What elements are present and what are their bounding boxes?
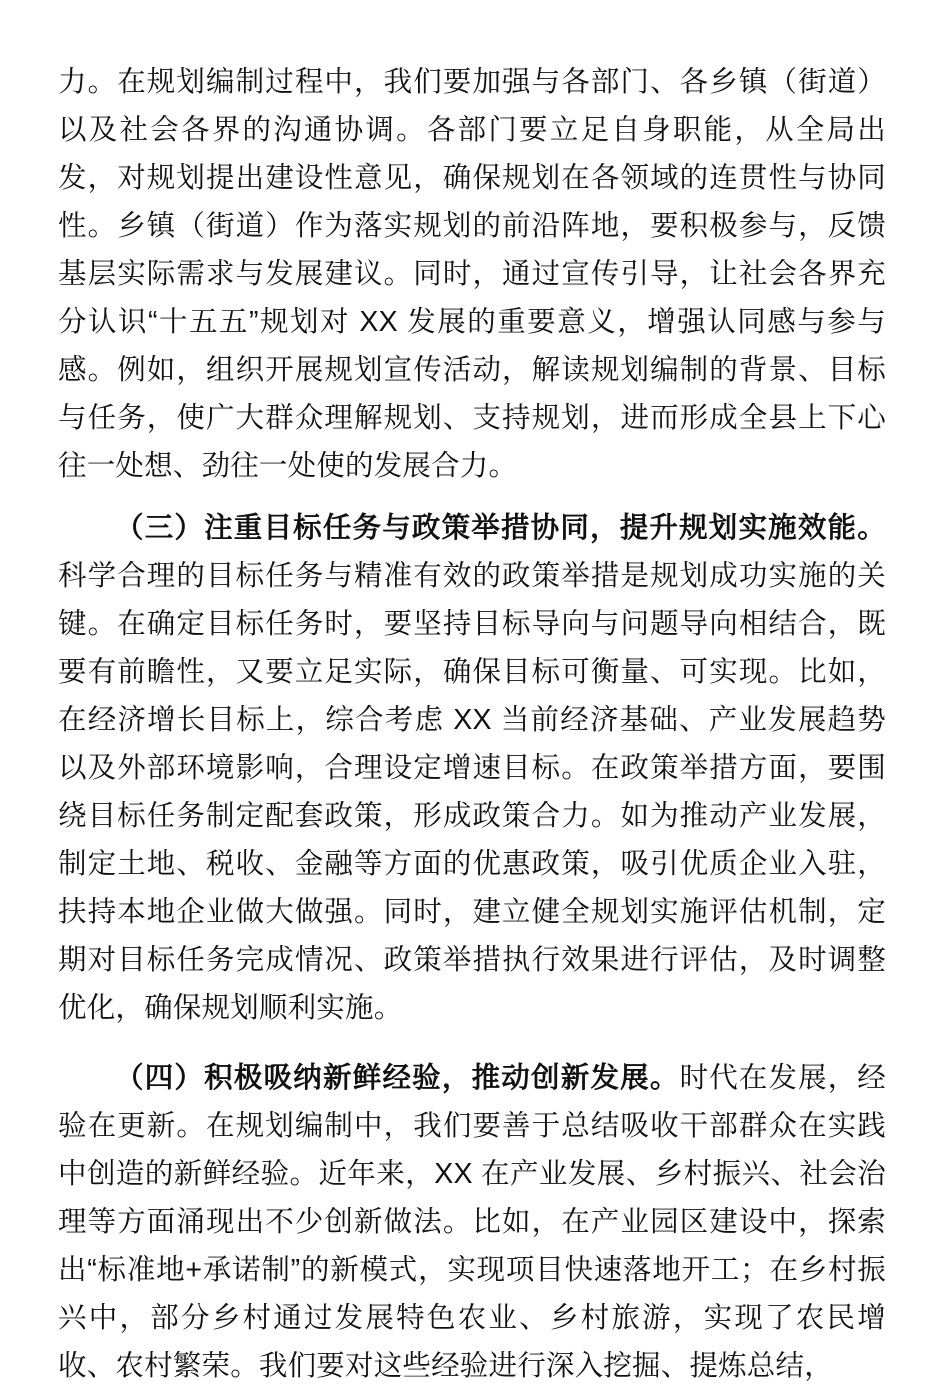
section-four-heading: （四）积极吸纳新鲜经验，推动创新发展。 bbox=[115, 1062, 680, 1094]
section-three-paragraph bbox=[58, 504, 886, 1032]
section-four-paragraph bbox=[58, 1054, 886, 1390]
section-three-heading: （三）注重目标任务与政策举措协同，提升规划实施效能。 bbox=[115, 512, 886, 544]
document-body bbox=[58, 58, 886, 1390]
section-four-body: 时代在发展，经验在更新。在规划编制中，我们要善于总结吸收干部群众在实践中创造的新鲜经验。近年来，XX 在产业发展、乡村振兴、社会治理等方面涌现出不少创新做法。比如，在产业园区建设中，探索出“标准地+承诺制”的新模式，实现项目快速落地开工；在乡村振兴中，部分乡村通过发展特色农业、乡村旅游，实现了农民增收、农村繁荣。我们要对这些经验进行深入挖掘、提炼总结， bbox=[58, 1062, 887, 1382]
paragraph-continued-communication-coordination: 力。在规划编制过程中，我们要加强与各部门、各乡镇（街道）以及社会各界的沟通协调。各部门要立足自身职能，从全局出发，对规划提出建设性意见，确保规划在各领域的连贯性与协同性。乡镇（街道）作为落实规划的前沿阵地，要积极参与，反馈基层实际需求与发展建议。同时，通过宣传引导，让社会各界充分认识“十五五”规划对 XX 发展的重要意义，增强认同感与参与感。例如，组织开展规划宣传活动，解读规划编制的背景、目标与任务，使广大群众理解规划、支持规划，进而形成全县上下心往一处想、劲往一处使的发展合力。 bbox=[58, 66, 886, 482]
paragraph-gap-2 bbox=[58, 1032, 886, 1054]
section-three-body: 科学合理的目标任务与精准有效的政策举措是规划成功实施的关键。在确定目标任务时，要坚持目标导向与问题导向相结合，既要有前瞻性，又要立足实际，确保目标可衡量、可实现。比如，在经济增长目标上，综合考虑 XX 当前经济基础、产业发展趋势以及外部环境影响，合理设定增速目标。在政策举措方面，要围绕目标任务制定配套政策，形成政策合力。如为推动产业发展，制定土地、税收、金融等方面的优惠政策，吸引优质企业入驻，扶持本地企业做大做强。同时，建立健全规划实施评估机制，定期对目标任务完成情况、政策举措执行效果进行评估，及时调整优化，确保规划顺利实施。 bbox=[58, 560, 886, 1024]
paragraph-gap-1 bbox=[58, 490, 886, 504]
